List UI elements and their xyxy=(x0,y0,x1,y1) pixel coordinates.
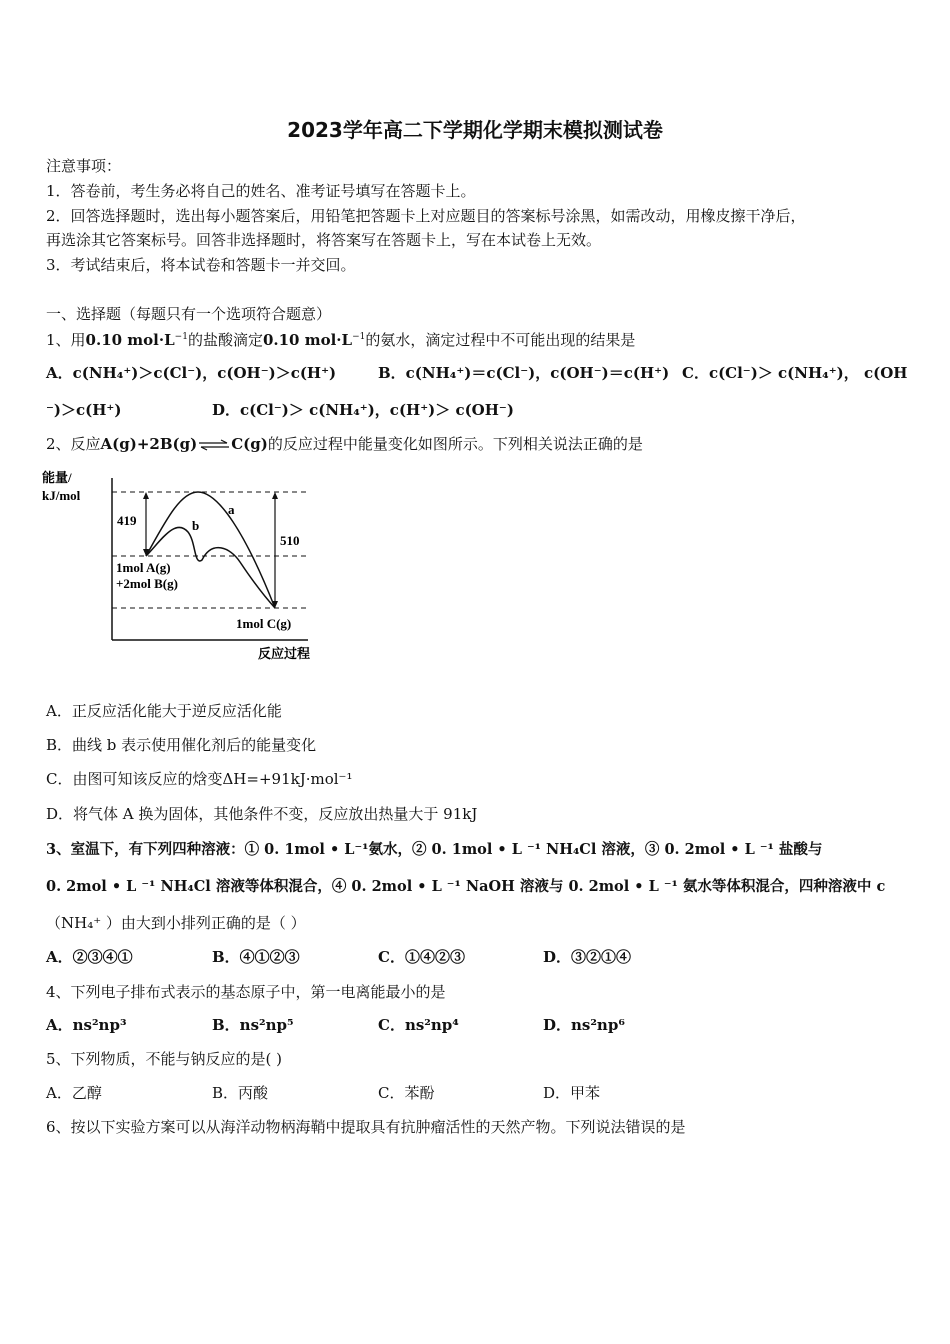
notice-item: 1．答卷前，考生务必将自己的姓名、准考证号填写在答题卡上。 xyxy=(46,182,476,200)
question-2-stem: 2、反应A(g)+2B(g) C(g)的反应过程中能量变化如图所示。下列相关说法正确的是 xyxy=(46,435,643,453)
notice-item: 2．回答选择题时，选出每小题答案后，用铅笔把答题卡上对应题目的答案标号涂黑，如需改动，用橡皮擦干净后， xyxy=(46,207,806,225)
section-heading: 一、选择题（每题只有一个选项符合题意） xyxy=(46,305,332,323)
q3-option-b: B．④①②③ xyxy=(212,948,300,966)
reactant-label-2: +2mol B(g) xyxy=(116,576,178,591)
question-5-stem: 5、下列物质，不能与钠反应的是( ) xyxy=(46,1050,283,1068)
equilibrium-arrow-icon xyxy=(197,439,231,451)
q5-option-c: C．苯酚 xyxy=(378,1084,435,1102)
label-419: 419 xyxy=(117,513,137,528)
curve-a-label: a xyxy=(228,502,235,517)
q5-option-b: B．丙酸 xyxy=(212,1084,269,1102)
q1-option-d: D．c(Cl⁻)＞ c(NH₄⁺)，c(H⁺)＞ c(OH⁻) xyxy=(212,401,514,419)
q4-option-c: C．ns²np⁴ xyxy=(378,1016,459,1034)
reactant-label: 1mol A(g) xyxy=(116,560,171,575)
y-axis-label: 能量/ xyxy=(42,470,72,485)
q5-option-d: D．甲苯 xyxy=(543,1084,601,1102)
notice-heading: 注意事项： xyxy=(46,157,122,175)
page-title: 2023学年高二下学期化学期末模拟测试卷 xyxy=(287,118,663,142)
q3-option-d: D．③②①④ xyxy=(543,948,632,966)
q4-option-b: B．ns²np⁵ xyxy=(212,1016,294,1034)
q2-option-c: C．由图可知该反应的焓变ΔH=+91kJ·mol⁻¹ xyxy=(46,770,353,788)
curve-b-label: b xyxy=(192,518,200,533)
notice-item: 3．考试结束后，将本试卷和答题卡一并交回。 xyxy=(46,256,356,274)
question-6-stem: 6、按以下实验方案可以从海洋动物柄海鞘中提取具有抗肿瘤活性的天然产物。下列说法错误的是 xyxy=(46,1118,686,1136)
q1-option-c-cont: ⁻)＞c(H⁺) xyxy=(46,401,122,419)
q1-option-a: A．c(NH₄⁺)＞c(Cl⁻)，c(OH⁻)＞c(H⁺) xyxy=(46,364,337,382)
q4-option-a: A．ns²np³ xyxy=(46,1016,127,1034)
q4-option-d: D．ns²np⁶ xyxy=(543,1016,625,1034)
q5-option-a: A．乙醇 xyxy=(46,1084,102,1102)
question-3-stem-cont2: （NH₄⁺ ）由大到小排列正确的是（ ） xyxy=(46,914,306,932)
q2-option-b: B．曲线 b 表示使用催化剂后的能量变化 xyxy=(46,736,317,754)
q3-option-a: A．②③④① xyxy=(46,948,133,966)
q2-option-d: D．将气体 A 换为固体，其他条件不变，反应放出热量大于 91kJ xyxy=(46,805,478,823)
q1-option-b: B．c(NH₄⁺)＝c(Cl⁻)，c(OH⁻)＝c(H⁺) xyxy=(378,364,670,382)
question-1-stem: 1、用0.10 $mol\cdot L^{-1}$的盐酸滴定0.10 $mol\cdot L^{-1}$的氨水，滴定过程中不可能出现的结果是 xyxy=(46,331,636,349)
label-510: 510 xyxy=(280,533,300,548)
question-3-stem-cont: 0. 2mol • L ⁻¹ NH₄Cl 溶液等体积混合，④ 0. 2mol • L ⁻¹ NaOH 溶液与 0. 2mol • L ⁻¹ 氨水等体积混合，四种溶液中 c xyxy=(46,878,886,895)
notice-item: 再选涂其它答案标号。回答非选择题时，将答案写在答题卡上，写在本试卷上无效。 xyxy=(46,231,602,249)
q1-option-c: C．c(Cl⁻)＞ c(NH₄⁺)， c(OH xyxy=(682,364,908,382)
question-3-stem: 3、室温下，有下列四种溶液：① 0. 1mol • L⁻¹氨水，② 0. 1mol • L ⁻¹ NH₄Cl 溶液，③ 0. 2mol • L ⁻¹ 盐酸与 xyxy=(46,841,823,858)
q2-option-a: A．正反应活化能大于逆反应活化能 xyxy=(46,702,282,720)
product-label: 1mol C(g) xyxy=(236,616,292,631)
x-axis-label: 反应过程 xyxy=(258,646,311,661)
question-4-stem: 4、下列电子排布式表示的基态原子中，第一电离能最小的是 xyxy=(46,983,446,1001)
y-axis-label-unit: kJ/mol xyxy=(42,488,81,503)
energy-diagram xyxy=(40,462,340,667)
q3-option-c: C．①④②③ xyxy=(378,948,465,966)
